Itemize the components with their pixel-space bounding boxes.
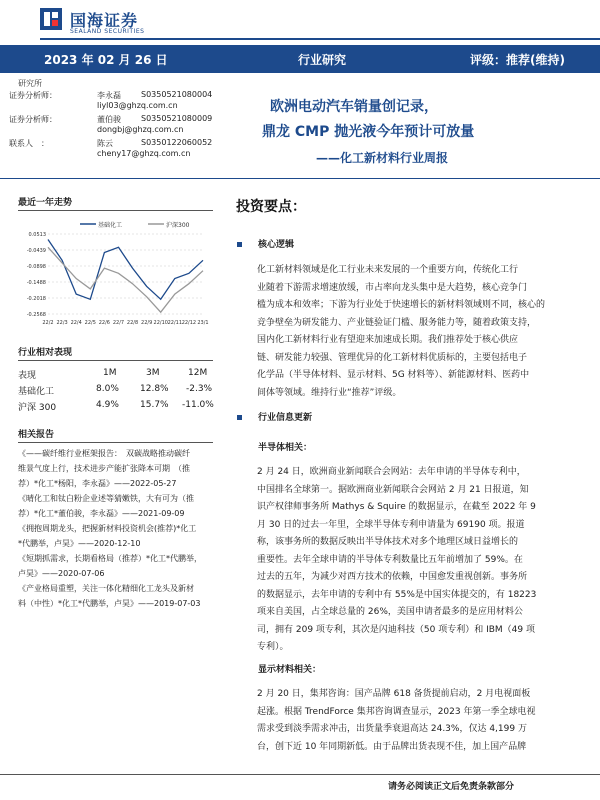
- x-tick-label: 22/4: [70, 320, 82, 326]
- table-header-row: 表现 1M 3M 12M: [18, 368, 208, 381]
- bullet-icon: [237, 415, 242, 420]
- list-item[interactable]: 《晴化工和钛白粉企业述等猜嫩铁，大有可为（推: [18, 494, 194, 503]
- x-tick-label: 22/9: [141, 320, 153, 326]
- y-tick-label: -0.2018: [26, 296, 46, 302]
- list-item[interactable]: 维景气度上行，技术进步产能扩张降本可期 （推: [18, 464, 190, 473]
- display-materials-heading: 显示材料相关：: [258, 665, 322, 675]
- bullet-icon: [237, 242, 242, 247]
- logo-text-cn: 国海证券: [70, 11, 139, 30]
- related-reports-heading: 相关报告: [18, 430, 55, 440]
- semiconductor-paragraph: 2 月 24 日，欧洲商业新闻联合会网站：去年申请的半导体专利中， 中国排名全球第一。据欧洲商业新闻联合会网站 2 月 21 日报道，知 识产权律师事务所 Mathys & Squire 的数据显示，在截至 2022 年 9 月 30 日的过去一年里，全球半导体专利申请量为 69190 项。报道 称，该事务所的数据反映出半导体技术对多个地理区域日益增长的 重要性。去年全球申请的半导体专利数量比五年前增加了 59%。在 过去的五年，为减少对西方技术的依赖，中国愈发重视创新。事务所 的数据显示，去年申请的专利中有 55%是中国实体提交的，有 18223 项来自美国，占全球总量的 26%，美国申请者最多的是应用材料公 司，拥有 209 项专利，其次是闪迪科技（50 项专利）和 IBM（49 项 专利）。: [257, 467, 537, 652]
- related-reports-list: [18, 446, 218, 611]
- legend-label-b: 沪深300: [166, 222, 190, 229]
- x-tick-label: 22/10: [153, 320, 168, 326]
- x-tick-label: 22/12: [181, 320, 197, 326]
- x-tick-label: 22/6: [98, 320, 110, 326]
- y-tick-label: -0.0439: [26, 248, 46, 254]
- trend-chart: [18, 214, 213, 334]
- report-rating: 评级：推荐(维持): [470, 53, 565, 67]
- table-row: 基础化工 8.0% 12.8% -2.3%: [18, 384, 213, 397]
- display-materials-paragraph: 2 月 20 日，集邦咨询：国产品牌 618 备货提前启动，2 月电视面板 起涨。根据 TrendForce 集邦咨询调查显示，2023 年第一季全球电视 需求受到淡季需求冲击，出货量季衰退高达 24.3%，仅达 4,199 万 台，创下近 10 年同期新低。由于品牌出货表现不佳，加上国产品牌: [257, 689, 536, 752]
- title-divider: [0, 178, 600, 179]
- list-item[interactable]: 《产业格局重塑，关注一体化精细化工龙头及新材: [18, 584, 194, 593]
- header-rule: [40, 38, 600, 40]
- x-tick-label: 22/2: [42, 320, 54, 326]
- analyst-email[interactable]: cheny17@ghzq.com.cn: [97, 149, 191, 158]
- list-item[interactable]: 《拥抱周期龙头，把握新材料投资机会(推荐)*化工: [18, 524, 197, 533]
- analyst-email[interactable]: dongbj@ghzq.com.cn: [97, 125, 184, 134]
- x-tick-label: 22/7: [112, 320, 125, 326]
- report-header-bar: [0, 45, 600, 73]
- logo-text-en: SEALAND SECURITIES: [70, 28, 145, 35]
- research-institute-label: 研究所: [18, 79, 42, 88]
- industry-news-heading: 行业信息更新: [258, 413, 313, 423]
- list-item[interactable]: 《——碳纤维行业框架报告： 双碳战略推动碳纤: [18, 449, 190, 458]
- key-points-heading: 投资要点：: [236, 199, 306, 215]
- disclaimer-note: 请务必阅读正文后免责条款部分: [388, 782, 515, 792]
- list-item[interactable]: 荐）*化工*杨阳，李永磊》——2022-05-27: [18, 479, 177, 488]
- list-item[interactable]: *代鹏举，卢昊》——2020-12-10: [18, 539, 141, 548]
- list-item[interactable]: 料（中性）*化工*代鹏举，卢昊》——2019-07-03: [18, 599, 201, 608]
- report-subtitle: ——化工新材料行业周报: [316, 151, 449, 165]
- report-title-line2: 鼎龙 CMP 抛光液今年预计可放量: [262, 124, 475, 140]
- x-tick-label: 22/5: [84, 320, 96, 326]
- semiconductor-heading: 半导体相关：: [258, 443, 313, 453]
- performance-divider: [18, 360, 213, 361]
- y-tick-label: -0.2568: [26, 312, 46, 318]
- core-logic-paragraph: 化工新材料领域是化工行业未来发展的一个重要方向，传统化工行 业随着下游需求增速放缓，市占率向龙头集中是大趋势，核心竞争门 槛为成本和效率；下游为行业处于快速增长的新材料领域则不同，核心的 竞争壁垒为研发能力、产业链验证门槛、服务能力等，随着政策支持， 国内化工新材料行业有望迎来加速成长期。我们推荐处于核心供应 链、研发能力较强、管理优异的化工新材料优质标的，主要包括电子 化学品（半导体材料、显示材料、5G 材料等）、新能源材料、医药中 间体等领域。维持行业“推荐”评级。: [257, 265, 546, 398]
- list-item[interactable]: 荐）*化工*董伯骏，李永磊》——2021-09-09: [18, 509, 185, 518]
- report-category: 行业研究: [298, 53, 347, 67]
- performance-table: [18, 366, 213, 414]
- x-tick-label: 22/3: [56, 320, 68, 326]
- trend-divider: [18, 210, 213, 211]
- x-tick-label: 22/8: [126, 320, 139, 326]
- y-tick-label: -0.1488: [26, 280, 46, 286]
- report-date: 2023 年 02 月 26 日: [44, 53, 168, 67]
- performance-heading: 行业相对表现: [18, 348, 73, 358]
- reports-divider: [18, 442, 213, 443]
- footer-rule: [0, 774, 600, 775]
- y-tick-label: -0.0898: [26, 264, 46, 270]
- core-logic-heading: 核心逻辑: [258, 240, 295, 250]
- x-tick-label: 22/11: [167, 320, 183, 326]
- trend-heading: 最近一年走势: [18, 198, 73, 208]
- analyst-email[interactable]: liyl03@ghzq.com.cn: [97, 101, 178, 110]
- x-tick-label: 23/1: [197, 320, 209, 326]
- legend-label-a: 基础化工: [98, 222, 123, 229]
- list-item[interactable]: 《短期抓需求，长期看格局（推荐）*化工*代鹏举，: [18, 554, 202, 563]
- logo-mark-icon: [40, 8, 62, 30]
- company-logo: [40, 6, 180, 36]
- list-item[interactable]: 卢昊》——2020-07-06: [18, 569, 105, 578]
- table-row: 沪深 300 4.9% 15.7% -11.0%: [18, 400, 214, 413]
- report-title-line1: 欧洲电动汽车销量创记录，: [270, 99, 438, 115]
- y-tick-label: 0.0513: [28, 232, 46, 238]
